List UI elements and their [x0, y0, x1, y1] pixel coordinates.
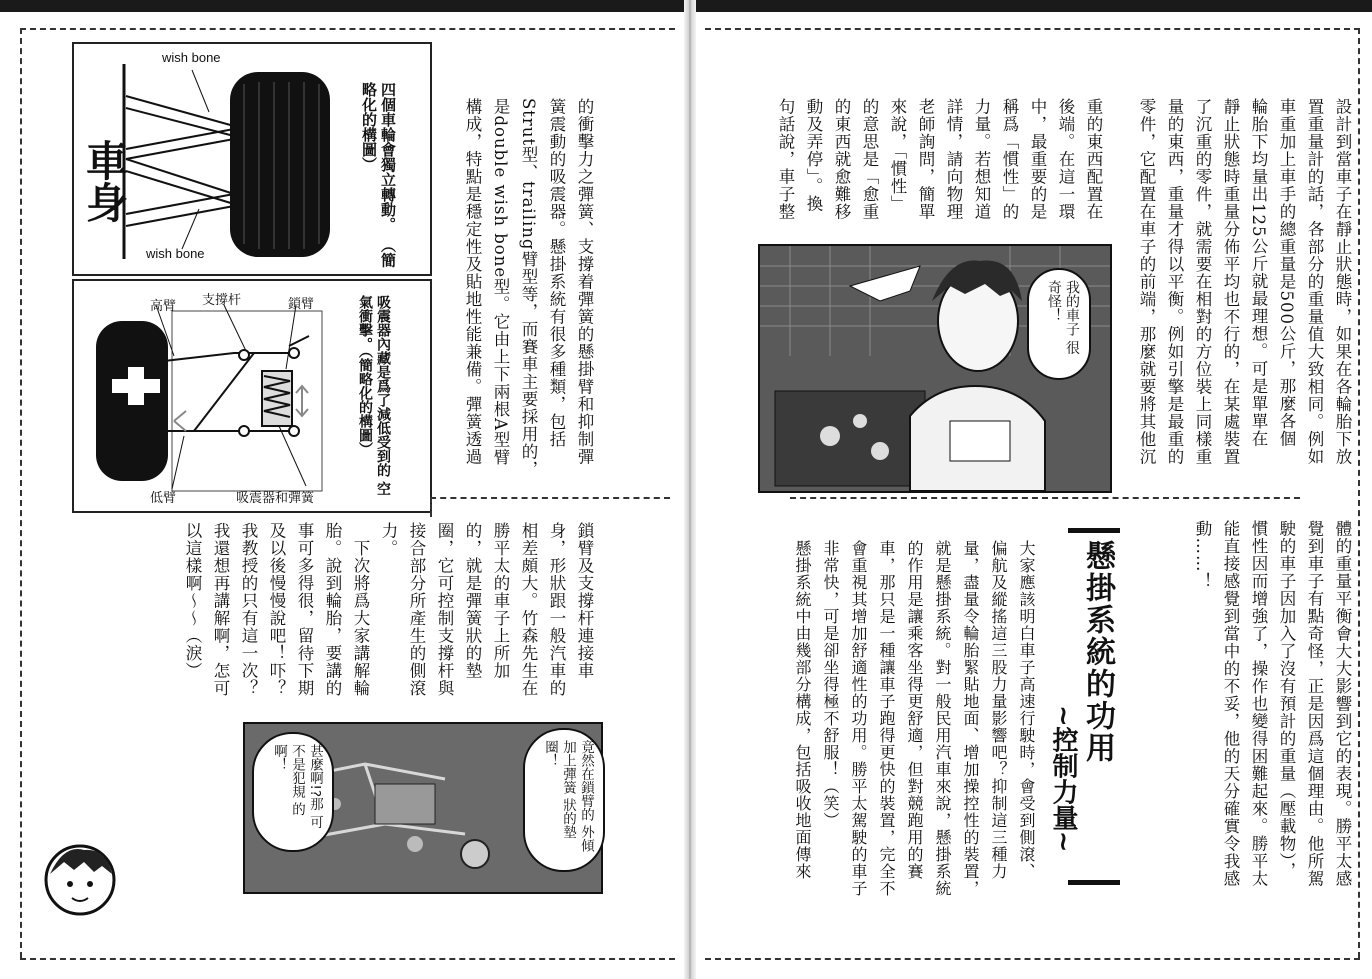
text-column: 車，那只是一種讓車子跑得更快的裝置，完全不 — [877, 540, 896, 897]
right-page-top-rule — [705, 28, 1360, 30]
text-column: 會重視其增加舒適性的功用。勝平太駕駛的車子 — [849, 540, 868, 897]
text-column: 非常快，可是卻坐得極不舒服！（笑） — [821, 540, 840, 829]
text-column: 我教授的只有這一次？ — [239, 522, 258, 697]
text-column: 以這樣啊～～（淚） — [183, 522, 202, 680]
text-column: 我還想再講解啊，怎可 — [211, 522, 230, 697]
section-heading: 懸掛系統的功用 — [1080, 540, 1115, 764]
text-column: 的，就是彈簧狀的墊 — [463, 522, 482, 680]
mascot-character-icon — [44, 840, 116, 918]
text-column: 身，形狀跟一般汽車的 — [547, 522, 566, 697]
text-column: 勝平太的車子上所加 — [491, 522, 510, 680]
text-column: 簧震動的吸震器。懸掛系統有很多種類，包括 — [547, 98, 566, 448]
right-mid-rule — [790, 497, 1300, 499]
wishbone-label-bottom: wish bone — [146, 246, 205, 261]
left-mid-rule — [430, 497, 670, 499]
text-column: 大家應該明白車子高速行駛時，會受到側滾、 — [1017, 540, 1036, 880]
text-column: 接合部分所產生的側滾 — [407, 522, 426, 697]
top-band-left — [0, 0, 684, 12]
bubble-line: 的啊！ — [271, 744, 305, 816]
text-column: 力。 — [379, 522, 398, 557]
text-column: 力量。若想知道 — [972, 98, 991, 221]
section-subheading: ~控制力量~ — [1048, 705, 1078, 853]
text-column: 老師詢問，簡單 — [916, 98, 935, 221]
left-mid-vrule — [430, 497, 432, 517]
lower-arm-label: 低臂 — [150, 491, 177, 506]
text-column: 構成，特點是穩定性及貼地性能兼備。彈簧透過 — [463, 98, 482, 466]
text-column: 設計到當車子在靜止狀態時，如果在各輪胎下放 — [1333, 98, 1352, 466]
bubble-line: 外傾加上彈簧 — [560, 740, 594, 853]
car-body-label: 車身 — [80, 139, 129, 223]
text-column: 體的重量平衡會大大影響到它的表現。勝平太感 — [1333, 520, 1352, 888]
caption-line: 吸震器內藏是爲了減低受到的 — [375, 295, 391, 477]
strut-label: 支撐杆 — [202, 293, 242, 308]
text-column: 懸掛系統中由幾部分構成，包括吸收地面傳來 — [793, 540, 812, 880]
right-top-text-long — [1106, 98, 1356, 478]
text-column: 輪胎下均量出125公斤就最理想。可是單單在 — [1249, 98, 1268, 448]
text-column: 零件，它配置在車子的前端，那麼就要將其他沉 — [1137, 98, 1156, 466]
caption-line: （簡略化的構圖） — [360, 82, 397, 268]
wishbone-label-top: wish bone — [162, 50, 221, 65]
bubble-line: 甚麼啊!?那 — [307, 744, 323, 811]
top-band-right — [696, 0, 1372, 12]
text-column: 中，最重要的是 — [1028, 98, 1047, 221]
bubble-line: 狀的墊圈！ — [542, 740, 576, 839]
text-column: 的衝擊力之彈簧、支撐着彈簧的懸掛臂和抑制彈 — [575, 98, 594, 466]
text-column: 重的東西配置在 — [1084, 98, 1103, 221]
suspension-diagram — [72, 279, 432, 513]
text-column: 後端。在這一環 — [1056, 98, 1075, 221]
left-top-text — [448, 98, 598, 478]
right-bottom-text — [1146, 520, 1356, 930]
text-column: 稱爲「慣性」的 — [1000, 98, 1019, 221]
text-column: 靜止狀態時重量分佈平均也不行的，在某處裝置 — [1221, 98, 1240, 466]
heading-bar-bottom — [1068, 880, 1120, 885]
bubble-line: 我的車子 — [1064, 280, 1080, 336]
text-column: 慣性因而增強了，操作也變得困難起來。勝平太 — [1249, 520, 1268, 888]
suspension-caption — [356, 295, 392, 505]
text-column: 就是懸掛系統。對一般民用汽車來說，懸掛系統 — [933, 540, 952, 897]
speech-bubble-surprise — [523, 728, 605, 872]
text-column: 是double wish bone型。它由上下兩根A型臂 — [491, 98, 510, 467]
left-page-bottom-rule — [20, 958, 675, 960]
text-column: 駛的車子因加入了沒有預計的重量（壓載物）， — [1277, 520, 1296, 880]
lock-arm-label: 鎖臂 — [288, 297, 315, 312]
text-column: 圈，它可控制支撐杆與 — [435, 522, 454, 697]
text-column: 詳情，請向物理 — [944, 98, 963, 221]
left-page-top-rule — [20, 28, 675, 30]
text-column: 的意思是「愈重 — [860, 98, 879, 221]
text-column: 覺到車子有點奇怪，正是因爲這個理由。他所駕 — [1305, 520, 1324, 888]
wishbone-caption — [359, 82, 397, 272]
left-bottom-text — [178, 522, 598, 722]
bubble-line: 很奇怪！ — [1046, 280, 1080, 355]
text-column: 及以後慢慢說吧！吓？ — [267, 522, 286, 697]
text-column: 量的東西，重量才得以平衡。例如引擎是最重的 — [1165, 98, 1184, 466]
text-column: 來說，「慣性」 — [888, 98, 907, 213]
speech-bubble-driver — [1027, 268, 1091, 380]
text-column: 了沉重的零件，就需要在相對的方位裝上同樣重 — [1193, 98, 1212, 466]
text-column: 置重量計的話，各部分的重量值大致相同。例如 — [1305, 98, 1324, 466]
left-page-left-rule — [20, 28, 22, 958]
text-column: 鎖臂及支撐杆連接車 — [575, 522, 594, 680]
text-column: Strut型、trailing臂型等，而賽車主要採用的， — [519, 98, 538, 478]
text-column: 動……！ — [1193, 520, 1212, 590]
caption-line: 空氣衝擊。（簡略化的構圖） — [357, 295, 391, 496]
text-column: 的東西就愈難移 — [832, 98, 851, 221]
upper-arm-label: 高臂 — [150, 299, 177, 314]
bubble-line: 竟然在鎖臂的 — [578, 740, 594, 821]
text-column: 句話說，車子整 — [776, 98, 795, 221]
section-text — [778, 540, 1040, 930]
bubble-line: 可不是犯規 — [289, 744, 323, 829]
speech-bubble-objection — [252, 732, 334, 852]
right-page-right-rule — [1358, 28, 1360, 958]
heading-bar-top — [1068, 528, 1120, 533]
caption-line: 四個車輪會獨立轉動。 — [379, 82, 397, 232]
text-column: 量，盡量令輪胎緊貼地面、增加操控性的裝置， — [961, 540, 980, 897]
text-column: 動及弄停」。換 — [804, 98, 823, 213]
text-column: 事可多得很，留待下期 — [295, 522, 314, 697]
wishbone-diagram — [72, 42, 432, 276]
text-column: 下次將爲大家講解輪 — [351, 522, 370, 697]
right-top-text-short — [775, 98, 1107, 243]
text-column: 能直接感覺到當中的不妥，他的天分確實令我感 — [1221, 520, 1240, 888]
text-column: 胎。說到輪胎，要講的 — [323, 522, 342, 697]
damper-label: 吸震器和彈簧 — [236, 491, 315, 506]
text-column: 相差頗大。竹森先生在 — [519, 522, 538, 697]
right-page-bottom-rule — [705, 958, 1360, 960]
text-column: 的作用是讓乘客坐得更舒適，但對競跑用的賽 — [905, 540, 924, 880]
text-column: 車重加上車手的總重量是500公斤，那麼各個 — [1277, 98, 1296, 448]
page-gutter — [684, 0, 696, 979]
text-column: 偏航及縱搖這三股力量影響吧？抑制這三種力 — [989, 540, 1008, 880]
